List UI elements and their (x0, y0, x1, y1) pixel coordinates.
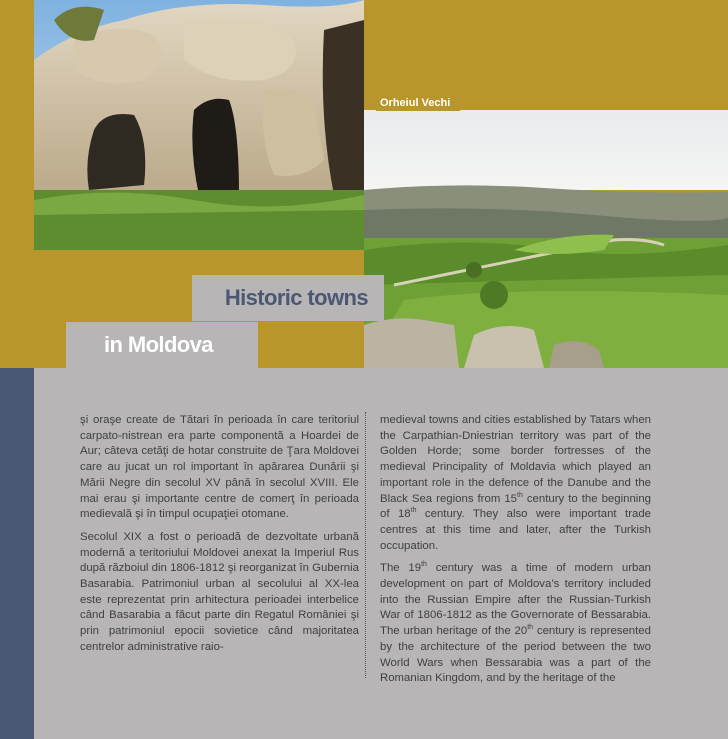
romanian-paragraph-2: Secolul XIX a fost o perioadă de dezvoltate urbană modernă a teritoriului Moldovei anexat la Imperiul Rus după războiul din 1806-1812 şi reorganizat în Gubernia Basarabia. Patrimoniul urban al secolului al XX-lea este reprezentat prin arhitectura perioadei interbelice când Basarabia a făcut parte din Regatul României şi prin patrimoniul epocii sovietice când majoritatea centrelor administrative raio- (80, 530, 359, 653)
page-title-line-2: in Moldova (66, 322, 258, 368)
english-text-column (380, 413, 651, 694)
english-paragraph-2: The 19th century was a time of modern urban development on part of Moldova’s territory included into the Russian Empire after the Russian-Turkish War of 1806-1812 as the Governorate of Bessarabia. The urban heritage of the 20th century is represented by the architecture of the period between the two World Wars when Bessarabia was a part of the Romanian Kingdom, and by the heritage of the (380, 561, 652, 685)
cave-monastery-photo (34, 0, 364, 250)
romanian-paragraph-1: şi oraşe create de Tătari în perioada în care teritoriul carpato-nistrean era parte componentă a Hoardei de Aur; câteva cetăţi de hotar construite de Ţara Moldovei care au jucat un rol important în apărarea Dunării şi Mării Negre din secolul XV până în secolul XVIII. Ele mai erau şi importante centre de comerţ în perioada medievală şi în timpul ocupaţiei otomane. (80, 414, 359, 521)
orheiul-vechi-landscape-photo (364, 110, 728, 368)
column-divider (365, 412, 366, 678)
english-paragraph-1: medieval towns and cities established by Tatars when the Carpathian-Dniestrian territory was part of the Golden Horde; some border fortresses of the medieval Principality of Moldavia which played an important role in the defence of the Danube and the Black Sea regions from 15th century to the beginning of 18th century. They also were important trade centres at this time and later, after the Turkish occupation. (380, 414, 651, 552)
page-title-line-1: Historic towns (192, 275, 384, 321)
left-navy-strip (0, 368, 34, 739)
romanian-text-column (80, 413, 359, 663)
photo-caption: Orheiul Vechi (376, 96, 460, 111)
